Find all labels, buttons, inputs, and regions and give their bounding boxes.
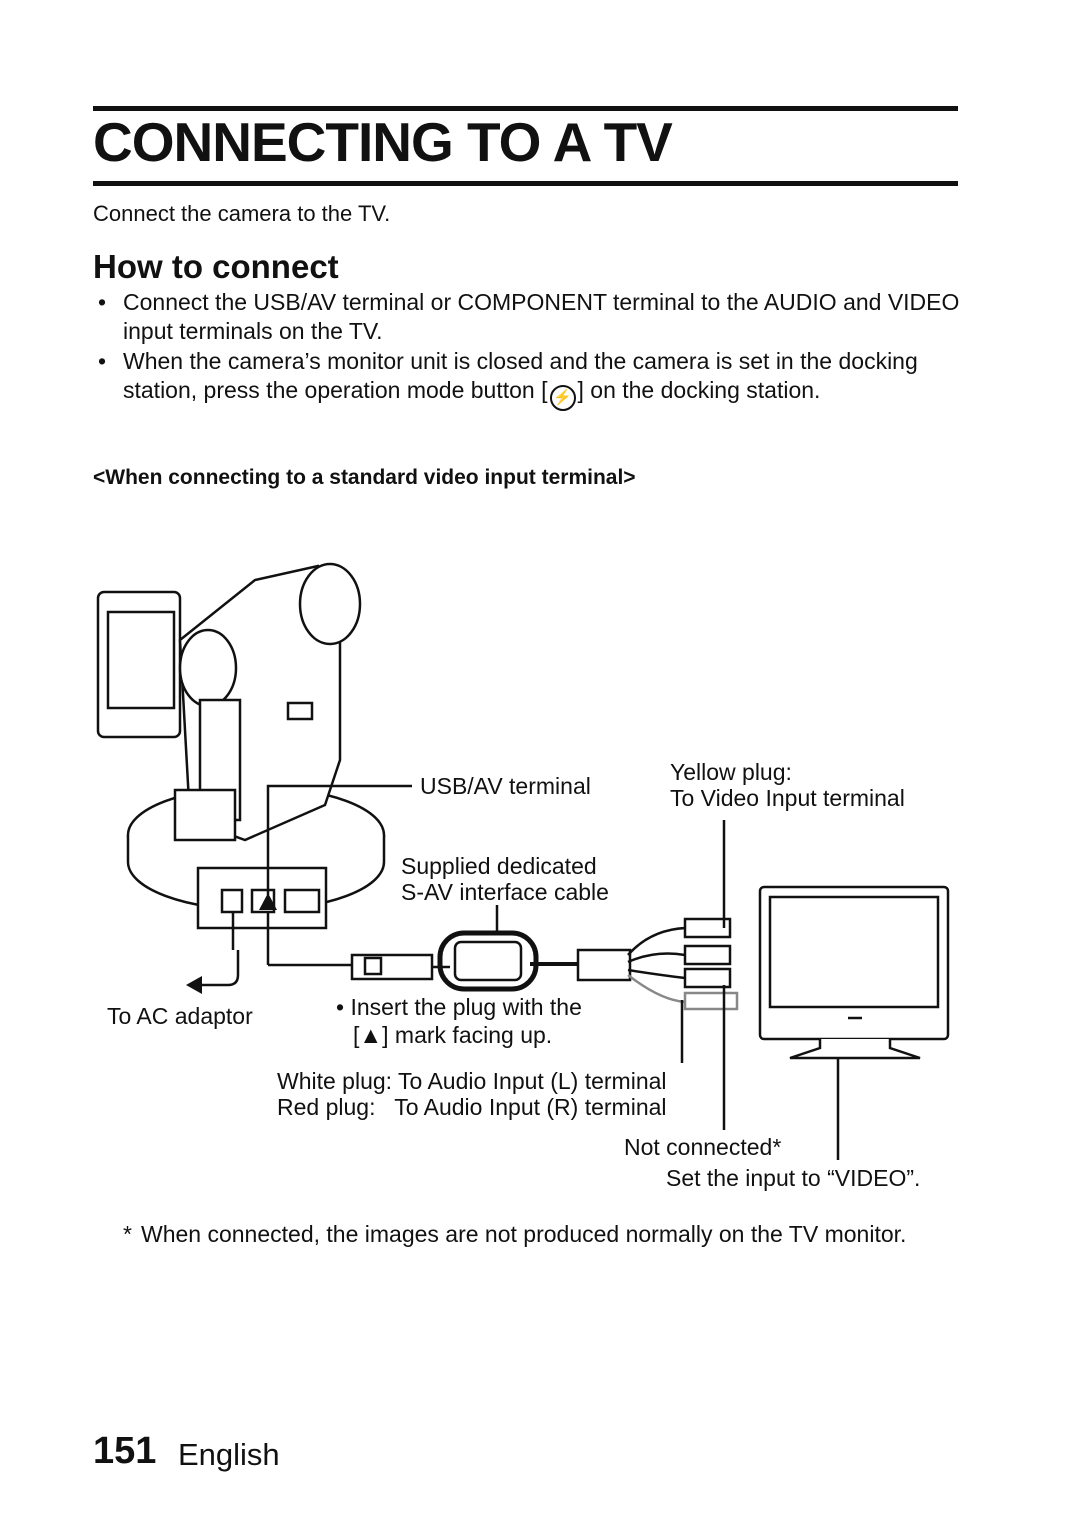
mark-facing-label: [▲] mark facing up. (353, 1022, 553, 1048)
red-plug-label: Red plug: To Audio Input (R) terminal (277, 1094, 667, 1120)
intro-text: Connect the camera to the TV. (93, 201, 391, 226)
footnote (123, 1220, 923, 1249)
set-input-label: Set the input to “VIDEO”. (666, 1165, 921, 1191)
yellow-plug-label: Yellow plug: (670, 759, 792, 785)
bullet-icon: • (336, 994, 345, 1020)
subheading: <When connecting to a standard video input terminal> (93, 466, 636, 489)
page-number: 151 (93, 1430, 157, 1472)
cable-name-label: S-AV interface cable (401, 879, 609, 905)
tv-icon (760, 887, 948, 1058)
bullet-text: Connect the USB/AV terminal or COMPONENT terminal to the AUDIO and VIDEO input terminals on the TV. (123, 289, 960, 344)
usb-av-terminal-label: USB/AV terminal (420, 773, 591, 799)
footnote-text: When connected, the images are not produced normally on the TV monitor. (141, 1221, 907, 1247)
yellow-plug-target-label: To Video Input terminal (670, 785, 905, 811)
ac-adaptor-label: To AC adaptor (107, 1003, 253, 1029)
language-label: English (178, 1437, 280, 1472)
operation-mode-icon: ⚡ (550, 385, 576, 411)
bullet-icon: • (98, 348, 107, 374)
camera-icon (98, 564, 360, 840)
bullet-text: When the camera’s monitor unit is closed and the camera is set in the docking station, press the operation mode button [ ⚡ ] on the docking station. (123, 347, 968, 411)
white-plug-label: White plug: To Audio Input (L) terminal (277, 1068, 667, 1094)
cable-label: Supplied dedicated (401, 853, 597, 879)
footnote-marker: * (123, 1221, 132, 1247)
not-connected-label: Not connected* (624, 1134, 782, 1160)
page-title: CONNECTING TO A TV (93, 111, 672, 173)
bullet-icon: • (98, 289, 107, 315)
insert-plug-label: • Insert the plug with the (336, 994, 582, 1020)
section-title: How to connect (93, 248, 339, 285)
